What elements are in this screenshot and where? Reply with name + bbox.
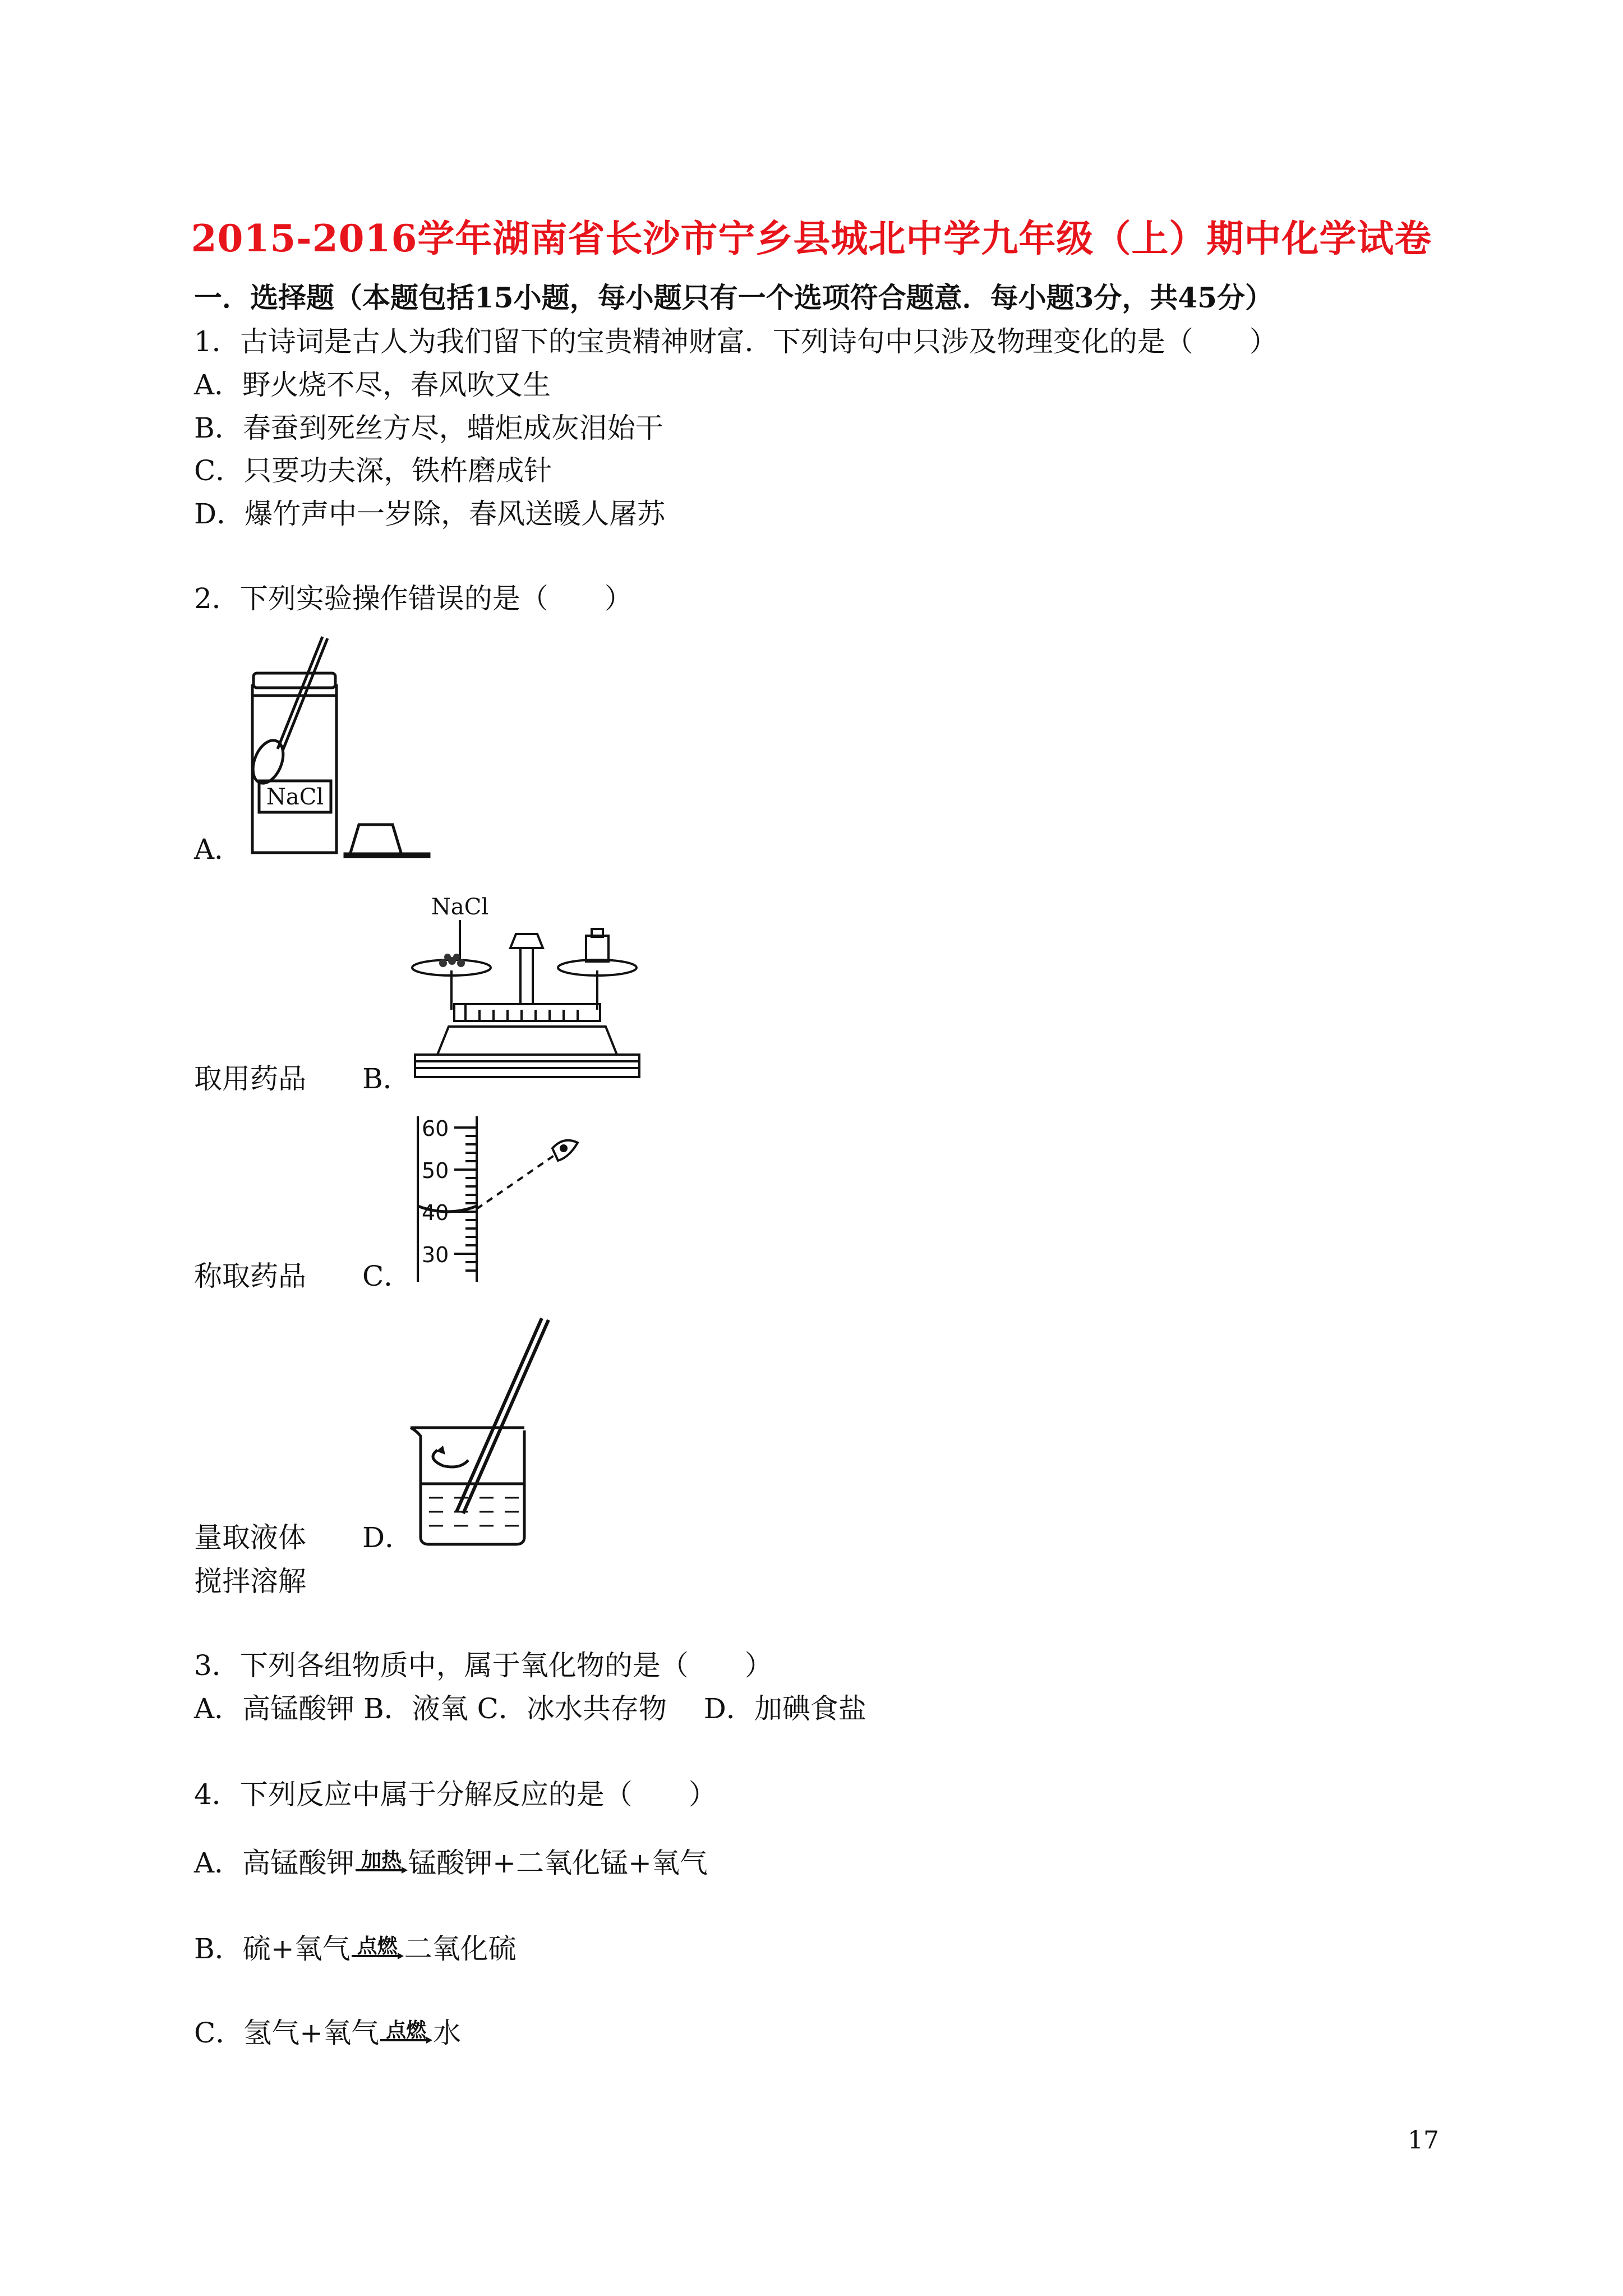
q4-b-product: 二氧化硫: [404, 1932, 517, 1965]
nacl-jar-label: NaCl: [266, 784, 324, 810]
cylinder-tick-30: 30: [422, 1243, 449, 1267]
q4-option-a: [194, 1846, 708, 1880]
q4-c-product: 水: [433, 2017, 462, 2049]
q1-stem: 1．古诗词是古人为我们留下的宝贵精神财富．下列诗句中只涉及物理变化的是（ ）: [194, 325, 1278, 358]
q1-option-a: A．野火烧不尽，春风吹又生: [194, 369, 551, 401]
q1-option-b: B．春蚕到死丝方尽，蜡炬成灰泪始干: [194, 412, 663, 444]
q4-a-condition: 加热: [361, 1849, 402, 1872]
q3-options: A．高锰酸钾 B．液氧 C．冰水共存物 D．加碘食盐: [194, 1692, 866, 1725]
q1-option-c: C．只要功夫深，铁杵磨成针: [194, 454, 552, 487]
q4-a-product: 锰酸钾+二氧化锰+氧气: [408, 1847, 708, 1879]
cylinder-tick-40: 40: [422, 1200, 449, 1225]
section-heading: 一．选择题（本题包括15小题，每小题只有一个选项符合题意．每小题3分，共45分）: [194, 281, 1273, 314]
q4-option-c: [194, 2016, 461, 2050]
exam-title: 2015-2016学年湖南省长沙市宁乡县城北中学九年级（上）期中化学试卷: [191, 217, 1432, 260]
q4-option-b: [194, 1931, 517, 1966]
cylinder-tick-50: 50: [422, 1158, 449, 1183]
graduated-cylinder-figure: [409, 1114, 600, 1287]
q1-option-d: D．爆竹声中一岁除，春风送暖人屠苏: [194, 498, 666, 530]
reaction-arrow: [379, 2016, 433, 2050]
nacl-balance-label: NaCl: [431, 894, 489, 920]
q4-c-reactant: C．氢气+氧气: [194, 2017, 380, 2049]
page-number: 17: [1408, 2126, 1439, 2155]
q2-option-a-letter: A．: [194, 833, 243, 866]
q4-c-condition: 点燃: [386, 2019, 427, 2042]
q2-stem: 2．下列实验操作错误的是（ ）: [194, 582, 633, 615]
reaction-arrow: [351, 1931, 404, 1966]
reaction-arrow: [354, 1846, 408, 1880]
q2-option-b-row: 取用药品 B．: [194, 1062, 411, 1095]
q4-a-reactant: A．高锰酸钾: [194, 1847, 355, 1879]
beaker-stirring-figure: [404, 1315, 572, 1551]
q4-b-condition: 点燃: [357, 1935, 398, 1958]
q4-b-reactant: B．硫+氧气: [194, 1932, 351, 1965]
cylinder-tick-60: 60: [422, 1116, 449, 1141]
q2-option-d-row: 量取液体 D．: [194, 1521, 413, 1554]
q4-stem: 4．下列反应中属于分解反应的是（ ）: [194, 1778, 717, 1811]
balance-figure: [404, 886, 651, 1088]
q2-option-c-row: 称取药品 C．: [194, 1260, 412, 1292]
q2-option-d-caption: 搅拌溶解: [194, 1565, 306, 1598]
q3-stem: 3．下列各组物质中，属于氧化物的是（ ）: [194, 1649, 773, 1682]
reagent-jar-figure: [224, 634, 437, 858]
